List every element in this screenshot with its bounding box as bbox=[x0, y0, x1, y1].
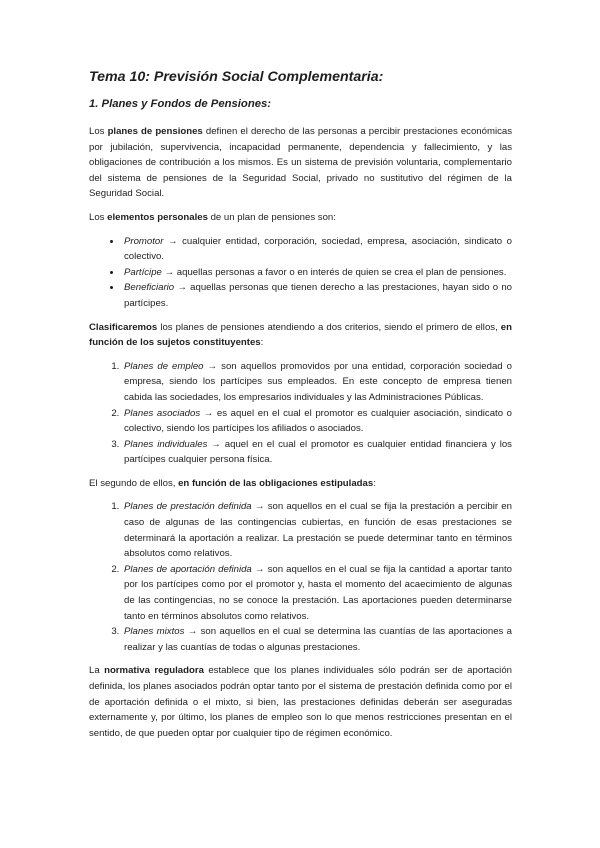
list-item bbox=[122, 437, 512, 468]
list-item bbox=[122, 624, 512, 655]
italic-term: Planes individuales → bbox=[124, 438, 221, 450]
text-run: cualquier entidad, corporación, sociedad, empresa, asociación, sindicato o colectivo. bbox=[124, 235, 512, 263]
text-run: La bbox=[89, 665, 105, 677]
page-title bbox=[89, 68, 512, 86]
section-heading: 1. Planes y Fondos de Pensiones: bbox=[89, 98, 272, 110]
intro-paragraph bbox=[89, 124, 512, 202]
text-run: : bbox=[373, 477, 376, 489]
italic-term: Planes mixtos → bbox=[124, 626, 198, 638]
text-run: definen el derecho de las personas a percibir prestaciones económicas por jubilación, supervivencia, incapacidad permanente, dependencia y fallecimiento, y las obligaciones de contribución a los mismos. Es un sistema de previsión voluntaria, complementario del sistema de pensiones de la Seguridad Social, privado no sustitutivo del régimen de la Seguridad Social. bbox=[89, 126, 513, 200]
text-run: los planes de pensiones atendiendo a dos criterios, siendo el primero de ellos, bbox=[157, 321, 501, 333]
title-text: Previsión Social Complementaria: bbox=[149, 69, 384, 85]
italic-term: Planes de aportación definida → bbox=[124, 563, 265, 575]
title-topic: Tema 10: bbox=[89, 69, 150, 85]
text-run: son aquellos promovidos por una entidad, corporación sociedad o empresa, siendo los partícipes sus empleados. En este concepto de empresa tienen cabida las sociedades, los empresarios individuales y las Administraciones Públicas. bbox=[124, 360, 513, 403]
text-run: El segundo de ellos, bbox=[89, 477, 179, 489]
elements-intro-paragraph bbox=[89, 210, 512, 226]
text-run: establece que los planes individuales sólo podrán ser de aportación definida, los planes asociados podrán optar tanto por el sistema de prestación definida como por el de aportación definida o el mixto, si bien, las prestaciones definidas deberán ser aseguradas externamente y, por último, los planes de empleo son lo que menos restricciones presentan en el sentido, de que pueden optar por cualquier tipo de régimen económico. bbox=[89, 665, 512, 739]
text-run: : bbox=[260, 337, 264, 349]
list-item bbox=[122, 265, 512, 281]
text-run: aquellas personas que tienen derecho a las prestaciones, hayan sido o no partícipes. bbox=[124, 282, 512, 309]
text-run: son aquellos en el cual se determina las cuantías de las aportaciones a realizar y las cuantías de todas o algunas prestaciones. bbox=[124, 626, 512, 653]
regulation-paragraph bbox=[89, 663, 512, 741]
italic-term: Planes de prestación definida → bbox=[124, 501, 265, 513]
obligations-intro-paragraph bbox=[89, 476, 512, 492]
text-run: son aquellos en el cual se fija la cantidad a aportar tanto por los partícipes como por el promotor y, hasta el momento del acaecimiento de algunas de las contingencias, no se conoce la prestación. Las aportaciones pueden determinarse tanto en términos absolutos como relativos. bbox=[124, 563, 512, 622]
classification-paragraph bbox=[89, 320, 512, 351]
list-item bbox=[122, 562, 512, 624]
list-item bbox=[122, 280, 512, 311]
bold-term: en función de las obligaciones estipuladas bbox=[178, 477, 374, 489]
list-item bbox=[122, 234, 512, 265]
text-run: es aquel en el cual el promotor es cualquier asociación, sindicato o colectivo, siendo los partícipes los afiliados o asociados. bbox=[124, 407, 512, 435]
elements-list bbox=[89, 234, 512, 312]
text-run: son aquellos en el cual se fija la prestación a percibir en caso de algunas de las contingencias cubiertas, en función de esas prestaciones se determinará la aportación a realizar. La prestación se puede determinar tanto en términos absolutos como relativos. bbox=[124, 501, 512, 560]
italic-term: Beneficiario → bbox=[124, 282, 187, 294]
subjects-list bbox=[89, 359, 512, 468]
obligations-list bbox=[89, 499, 512, 655]
text-run: Los bbox=[89, 211, 108, 223]
italic-term: Planes asociados → bbox=[124, 407, 214, 419]
bold-term: Clasificaremos bbox=[89, 321, 158, 333]
text-run: de un plan de pensiones son: bbox=[207, 211, 336, 223]
bold-term: en función de los sujetos constituyentes bbox=[89, 321, 512, 349]
bold-term: elementos personales bbox=[107, 211, 208, 223]
text-run: Los bbox=[89, 126, 108, 137]
list-item bbox=[122, 499, 512, 561]
bold-term: normativa reguladora bbox=[104, 665, 204, 677]
text-run: aquel en el cual el promotor es cualquier entidad financiera y los partícipes cualquier persona física. bbox=[124, 438, 512, 466]
list-item bbox=[122, 406, 512, 437]
italic-term: Planes de empleo → bbox=[124, 360, 218, 372]
italic-term: Partícipe → bbox=[124, 266, 175, 278]
list-item bbox=[122, 359, 512, 406]
text-run: aquellas personas a favor o en interés de quien se crea el plan de pensiones. bbox=[174, 266, 507, 278]
bold-term: planes de pensiones bbox=[107, 126, 203, 137]
italic-term: Promotor → bbox=[124, 235, 178, 247]
